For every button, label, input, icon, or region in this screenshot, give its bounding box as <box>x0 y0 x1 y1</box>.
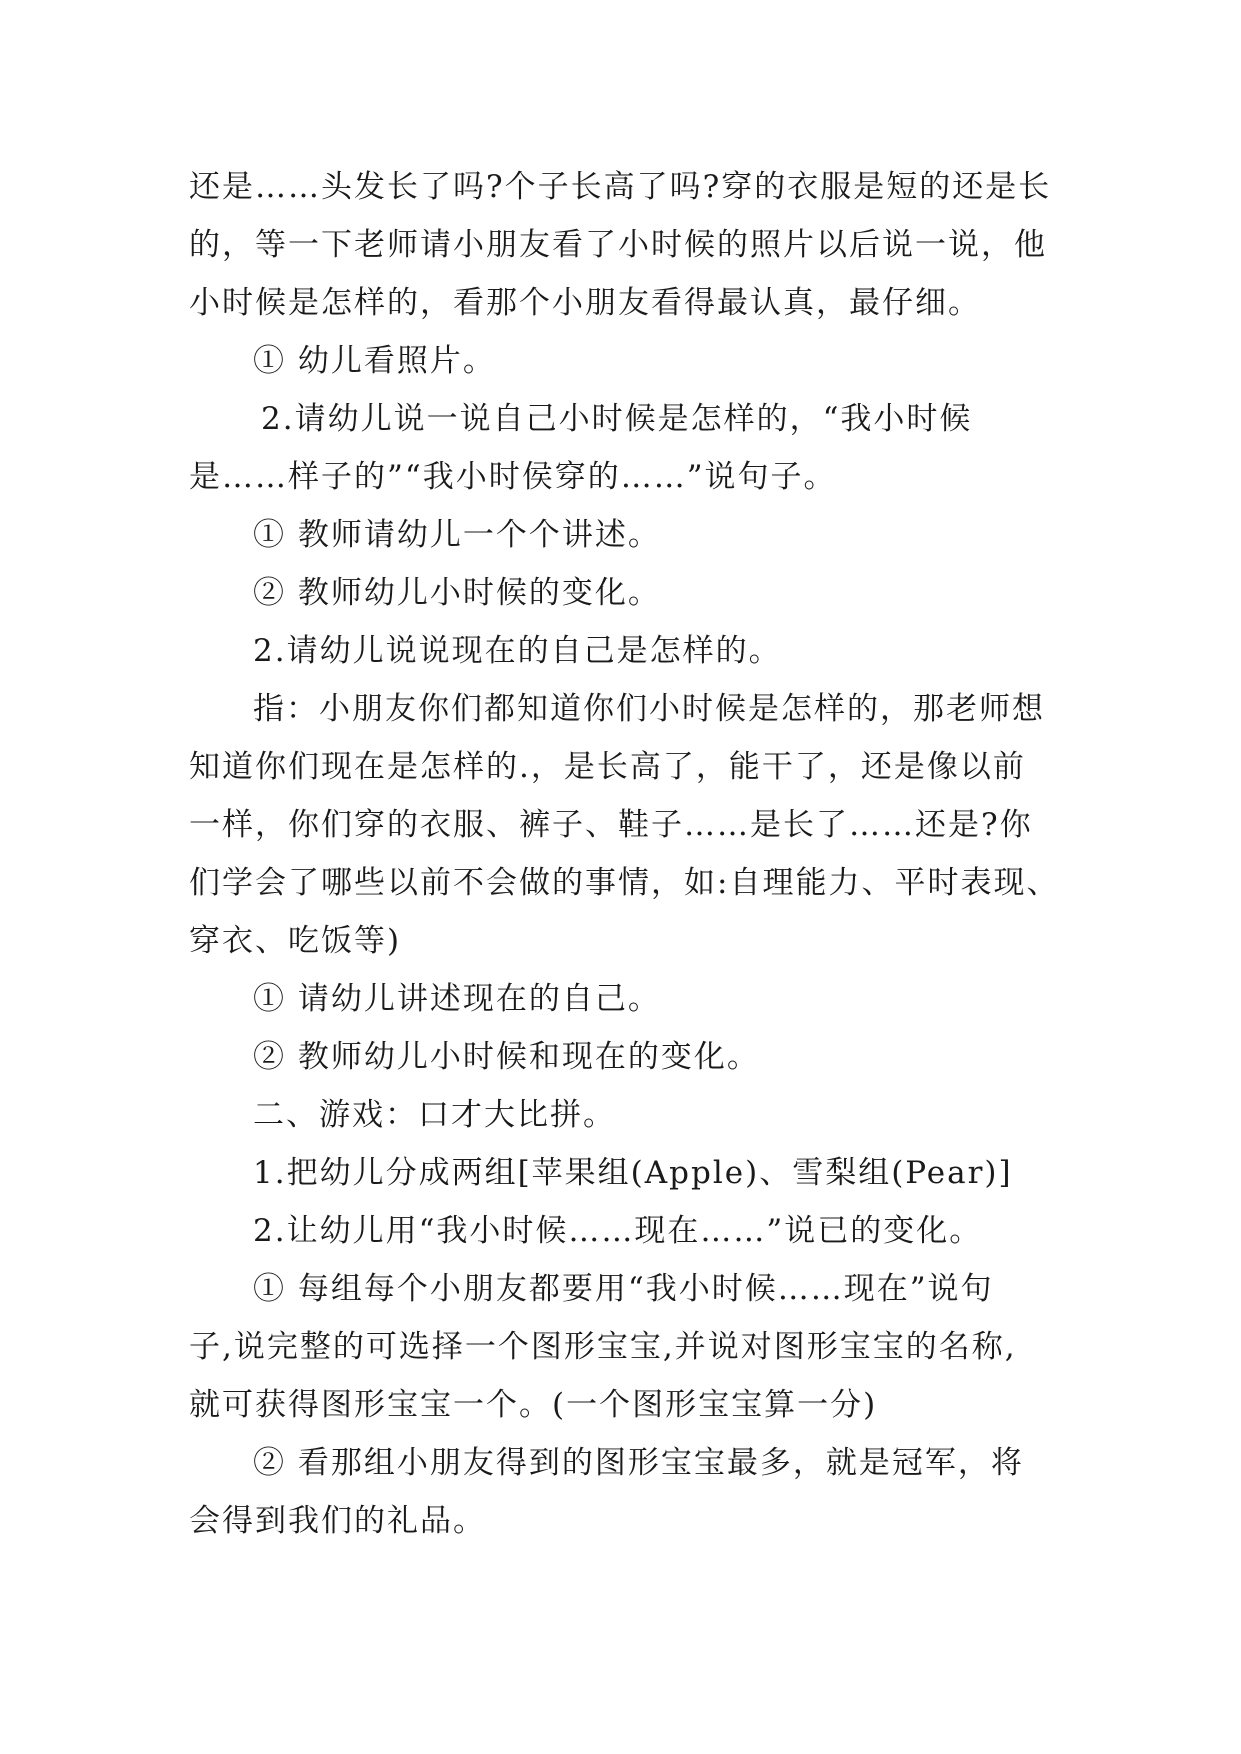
paragraph-line: 子,说完整的可选择一个图形宝宝,并说对图形宝宝的名称, <box>189 1329 1017 1365</box>
step-item: ② 教师幼儿小时候的变化。 <box>253 575 661 611</box>
paragraph-line: 一样，你们穿的衣服、裤子、鞋子……是长了……还是?你 <box>189 807 1033 843</box>
paragraph-line: 就可获得图形宝宝一个。(一个图形宝宝算一分) <box>189 1387 878 1423</box>
step-item: ① 每组每个小朋友都要用“我小时候……现在”说句 <box>253 1271 994 1307</box>
step-item: ② 看那组小朋友得到的图形宝宝最多，就是冠军，将 <box>253 1445 1024 1481</box>
document-body <box>189 158 1060 1550</box>
step-item: ② 教师幼儿小时候和现在的变化。 <box>253 1039 760 1075</box>
paragraph-line: 穿衣、吃饭等) <box>189 923 402 959</box>
paragraph-line: 们学会了哪些以前不会做的事情，如:自理能力、平时表现、 <box>189 865 1060 901</box>
paragraph-line: 的，等一下老师请小朋友看了小时候的照片以后说一说，他 <box>189 227 1047 263</box>
section-heading: 二、游戏：口才大比拼。 <box>253 1097 616 1133</box>
step-item: ① 教师请幼儿一个个讲述。 <box>253 517 661 553</box>
paragraph-line: 知道你们现在是怎样的.，是长高了，能干了，还是像以前 <box>189 749 1026 785</box>
paragraph-line: 会得到我们的礼品。 <box>189 1503 486 1539</box>
paragraph-line: 指：小朋友你们都知道你们小时候是怎样的，那老师想 <box>253 691 1045 727</box>
step-item: ① 幼儿看照片。 <box>253 343 496 379</box>
step-heading: 2.请幼儿说说现在的自己是怎样的。 <box>253 633 782 669</box>
step-heading: 2.让幼儿用“我小时候……现在……”说已的变化。 <box>253 1213 983 1249</box>
step-heading: 2.请幼儿说一说自己小时候是怎样的，“我小时候 <box>261 401 973 437</box>
paragraph-line: 是……样子的”“我小时侯穿的……”说句子。 <box>189 459 837 495</box>
step-item: ① 请幼儿讲述现在的自己。 <box>253 981 661 1017</box>
paragraph-line: 小时候是怎样的，看那个小朋友看得最认真，最仔细。 <box>189 285 981 321</box>
paragraph-line: 还是……头发长了吗?个子长高了吗?穿的衣服是短的还是长 <box>189 169 1052 205</box>
step-heading: 1.把幼儿分成两组[苹果组(Apple)、雪梨组(Pear)] <box>253 1155 1013 1191</box>
